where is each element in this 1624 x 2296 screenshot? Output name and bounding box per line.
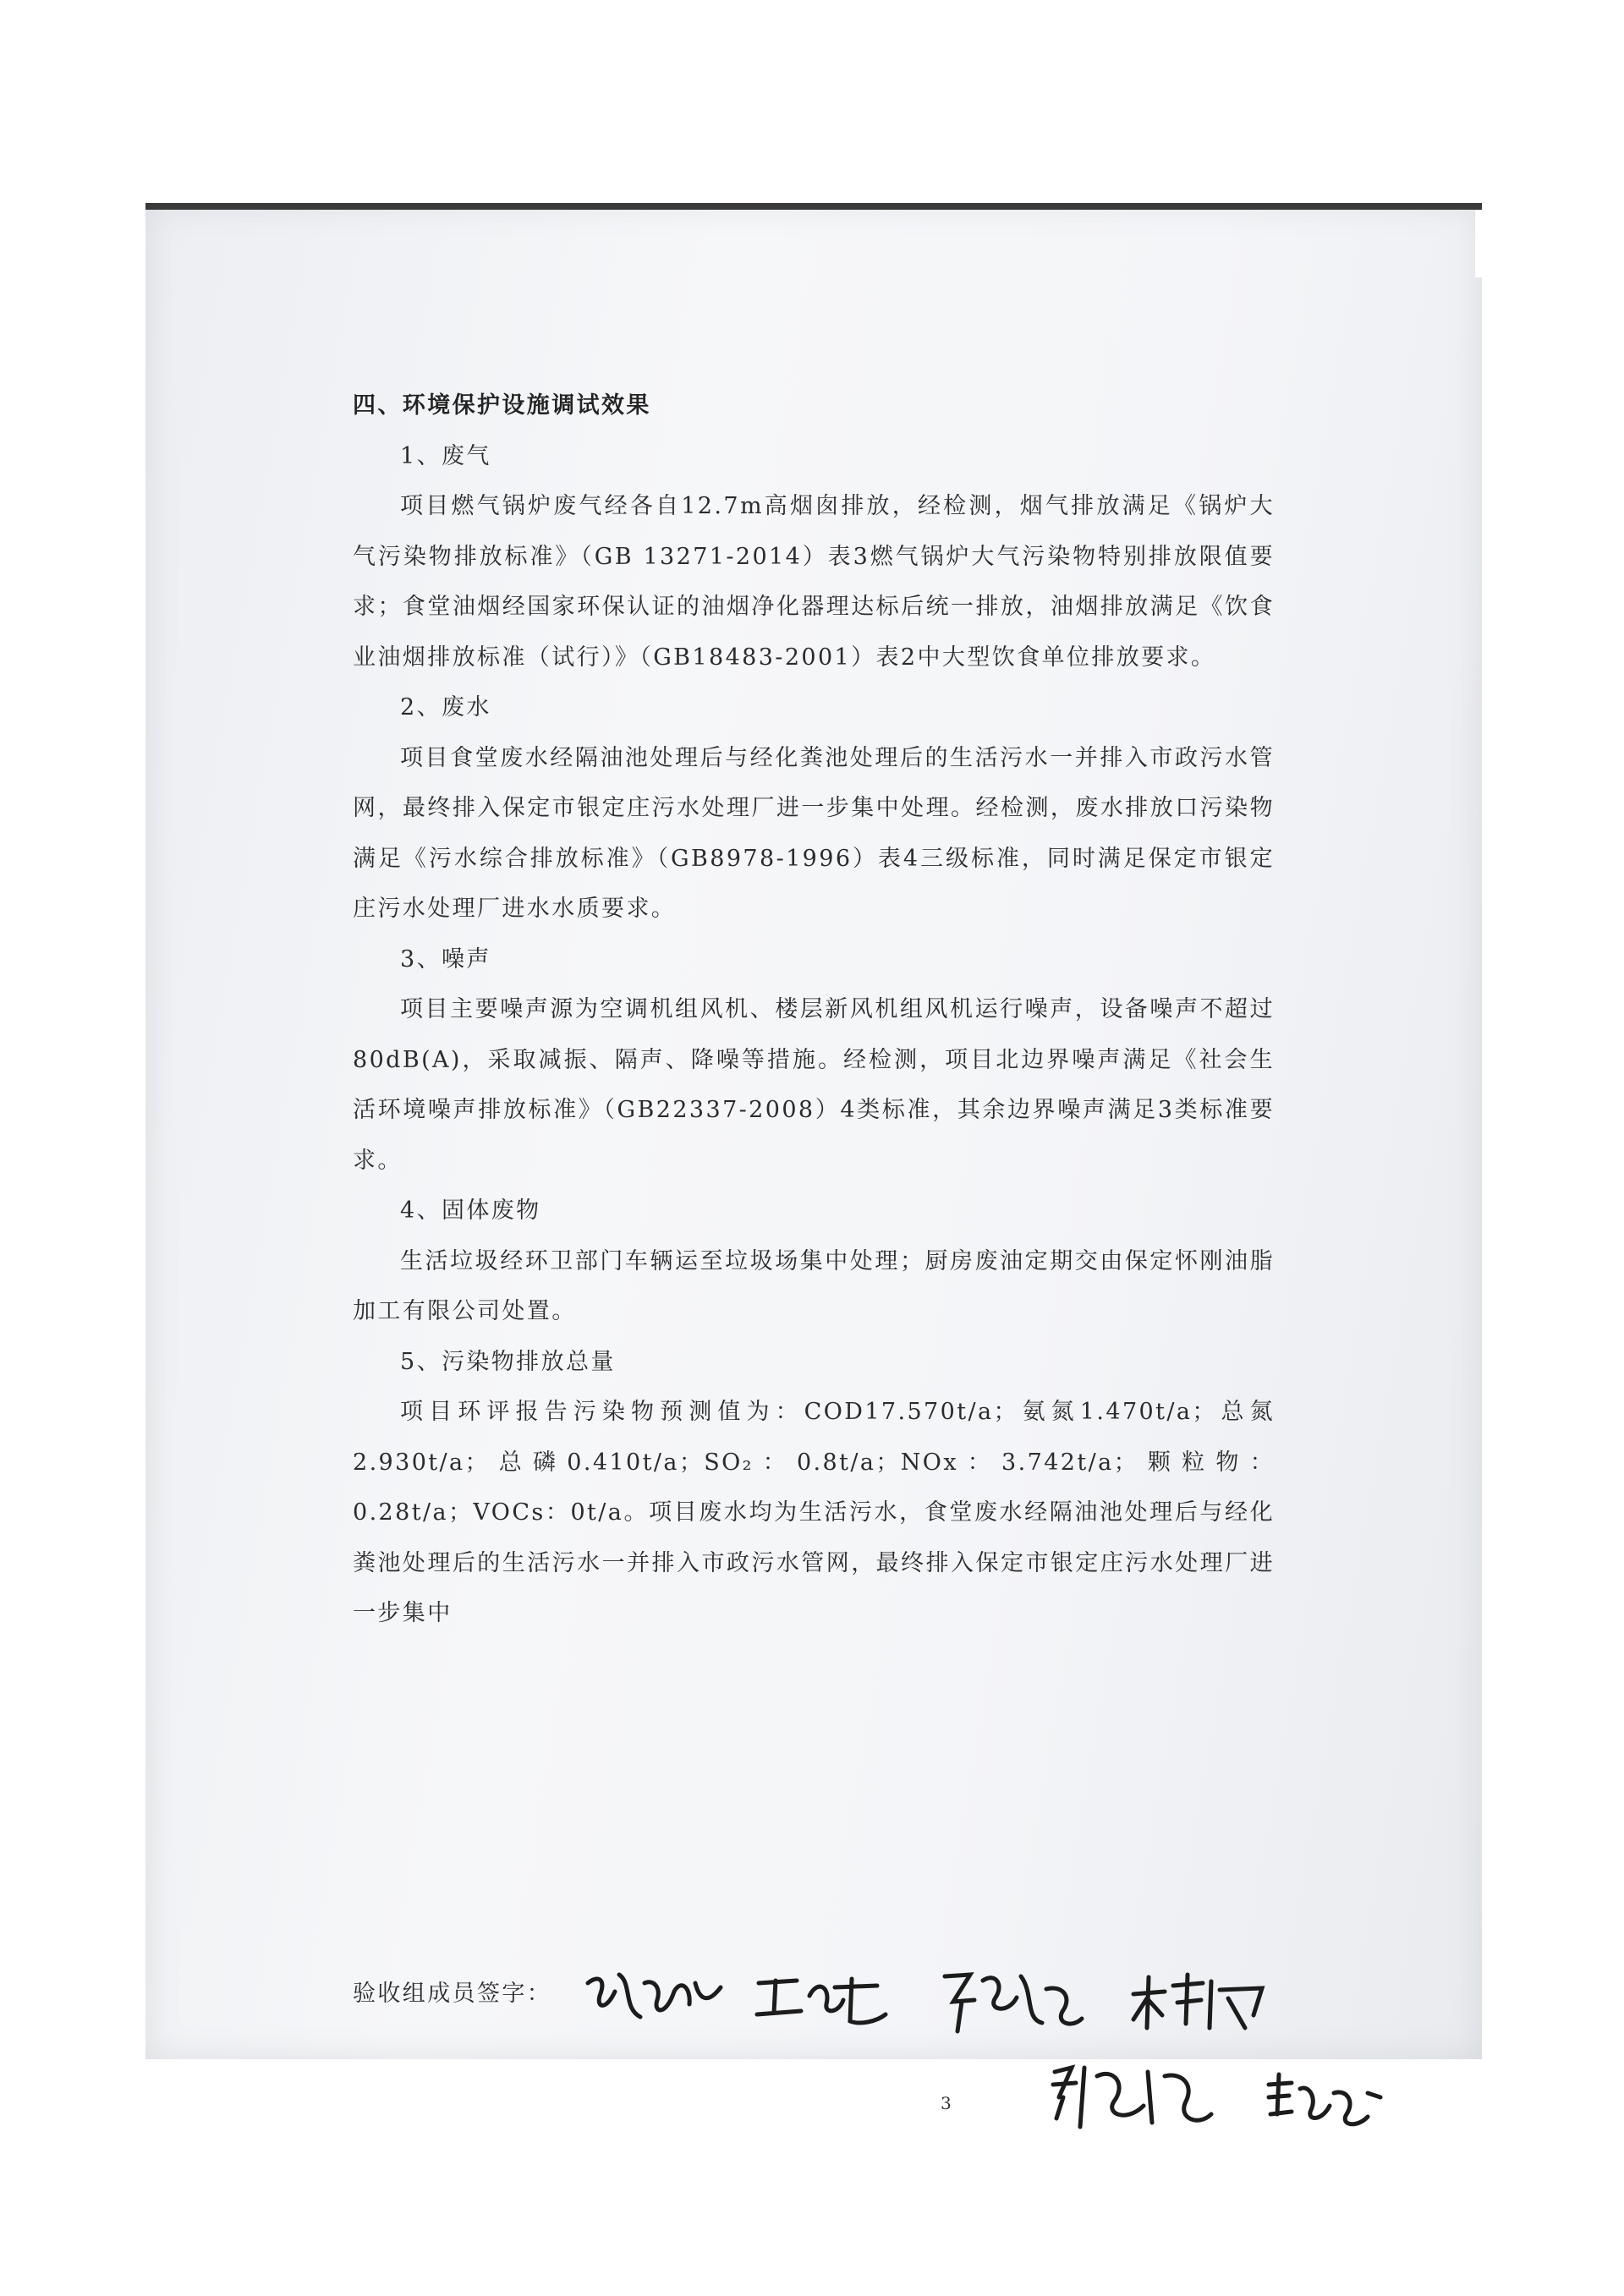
photo-top-edge [145,203,1482,210]
section-heading: 四、环境保护设施调试效果 [353,392,651,419]
paragraph: 生活垃圾经环卫部门车辆运至垃圾场集中处理；厨房废油定期交由保定怀刚油脂加工有限公司处置。 [353,1247,1275,1324]
signature-4 [1127,1964,1270,2041]
signature-6 [1262,2068,1389,2135]
signature-block [353,1966,1452,2135]
page-number: 3 [941,2093,952,2113]
signature-3 [936,1959,1089,2044]
photo-edge-gap [1475,210,1482,277]
signature-label: 验收组成员签字： [353,1981,552,2007]
paragraph: 项目环评报告污染物预测值为：COD17.570t/a；氨氮1.470t/a；总氮2.930t/a；总磷0.410t/a；SO₂：0.8t/a；NOx：3.742t/a；颗粒物：0.28t/a；VOCs：0t/a。项目废水均为生活污水，食堂废水经隔油池处理后与经化粪池处理后的生活污水一并排入市政污水管网，最终排入保定市银定庄污水处理厂进一步集中 [353,1399,1275,1626]
paragraph: 项目燃气锅炉废气经各自12.7m高烟囱排放，经检测，烟气排放满足《锅炉大气污染物排放标准》（GB 13271-2014）表3燃气锅炉大气污染物特别排放限值要求；食堂油烟经国家环保认证的油烟净化器理达标后统一排放，油烟排放满足《饮食业油烟排放标准（试行）》（GB18483-2001）表2中大型饮食单位排放要求。 [353,493,1275,671]
subsection-title: 5、污染物排放总量 [400,1348,616,1375]
document-photo [145,203,1482,2113]
paragraph: 项目食堂废水经隔油池处理后与经化粪池处理后的生活污水一并排入市政污水管网，最终排入保定市银定庄污水处理厂进一步集中处理。经检测，废水排放口污染物满足《污水综合排放标准》（GB8978-1996）表4三级标准，同时满足保定市银定庄污水处理厂进水水质要求。 [353,744,1275,922]
subsection-title: 1、废气 [400,442,491,469]
paragraph: 项目主要噪声源为空调机组风机、楼层新风机组风机运行噪声，设备噪声不超过80dB(A)，采取减振、隔声、降噪等措施。经检测，项目北边界噪声满足《社会生活环境噪声排放标准》（GB22337-2008）4类标准，其余边界噪声满足3类标准要求。 [353,996,1275,1174]
signature-2 [750,1962,894,2038]
subsection-title: 3、噪声 [400,945,491,973]
document-body [353,381,1275,1639]
subsection-title: 4、固体废物 [400,1197,541,1224]
subsection-title: 2、废水 [400,694,491,721]
signature-5 [1046,2051,1215,2144]
signature-1 [581,1958,733,2034]
